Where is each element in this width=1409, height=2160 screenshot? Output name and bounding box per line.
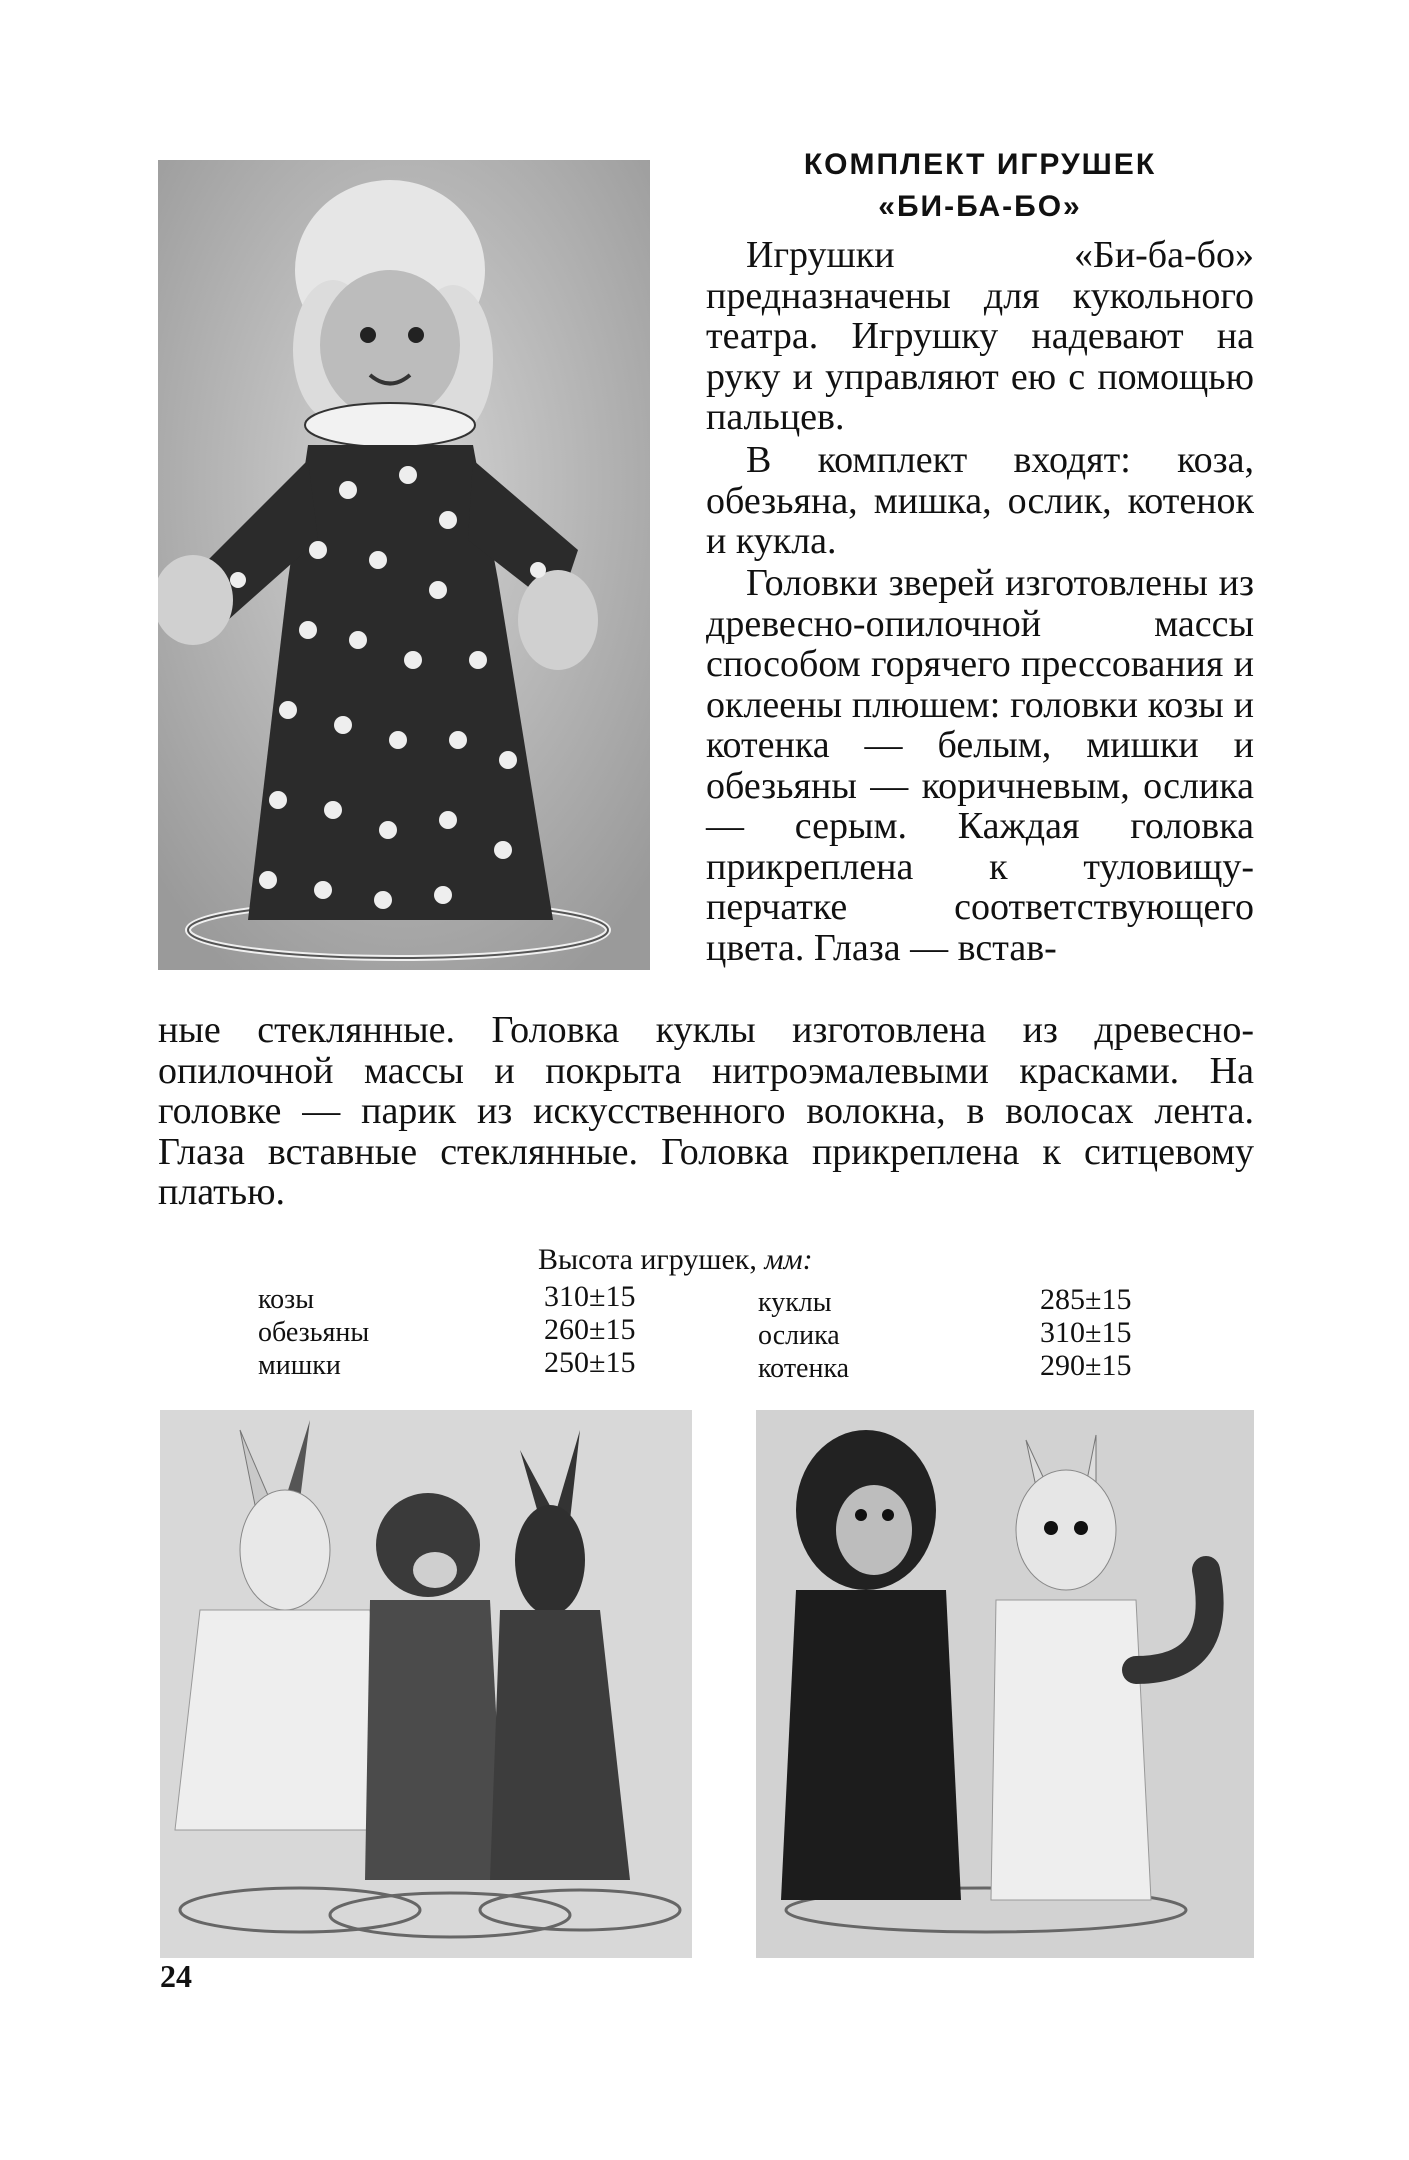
table-row-value: 250±15 <box>544 1346 636 1379</box>
table-row-name: котенка <box>758 1353 850 1384</box>
table-left-values <box>544 1280 635 1379</box>
photo-doll-puppet <box>158 160 650 970</box>
table-caption <box>538 1243 813 1277</box>
two-puppets-illustration <box>756 1410 1254 1958</box>
paragraph-contents: В комплект входят: коза, обезьяна, мишка, ослик, котенок и кукла. <box>706 439 1254 562</box>
table-row-value: 310±15 <box>544 1280 636 1313</box>
page-number: 24 <box>160 1958 192 1994</box>
table-row-value: 285±15 <box>1040 1283 1132 1316</box>
table-right-values <box>1040 1283 1131 1382</box>
table-caption-unit: мм: <box>764 1243 813 1276</box>
paragraph-heads-continued: ные стеклянные. Головка куклы изготовлена из древесно-опилочной массы и покрыта нитроэмалевыми красками. На головке — парик из искусственного волокна, в волосах лента. Глаза вставные стеклянные. Головка прикреплена к ситцевому платью. <box>158 1009 1254 1213</box>
photo-monkey-kitten <box>756 1410 1254 1958</box>
table-left-names <box>258 1283 369 1382</box>
table-row-value: 260±15 <box>544 1313 636 1346</box>
table-row-name: козы <box>258 1284 315 1315</box>
photo-goat-bear-donkey <box>160 1410 692 1958</box>
section-subtitle: «БИ-БА-БО» <box>878 190 1082 223</box>
table-right-names <box>758 1286 849 1385</box>
table-row-value: 290±15 <box>1040 1349 1132 1382</box>
doll-illustration <box>158 160 650 970</box>
paragraph-heads: Головки зверей изготовлены из древесно-опилочной массы способом горячего прессования и оклеены плюшем: головки козы и котенка — белым, мишки и обезьяны — коричневым, ослика — серым. Каждая головка прикреплена к туловищу-перчатке соответствующего цвета. Глаза — встав- <box>706 562 1254 969</box>
table-row-name: ослика <box>758 1320 840 1351</box>
table-row-name: куклы <box>758 1287 832 1318</box>
table-row-name: обезьяны <box>258 1317 370 1348</box>
paragraph-intro: Игрушки «Би-ба-бо» предназначены для кукольного театра. Игрушку надевают на руку и управляют ею с помощью пальцев. <box>706 234 1254 438</box>
table-row-value: 310±15 <box>1040 1316 1132 1349</box>
section-title: КОМПЛЕКТ ИГРУШЕК <box>803 148 1157 181</box>
table-caption-text: Высота игрушек, <box>538 1243 757 1276</box>
three-puppets-illustration <box>160 1410 692 1958</box>
table-row-name: мишки <box>258 1350 341 1381</box>
